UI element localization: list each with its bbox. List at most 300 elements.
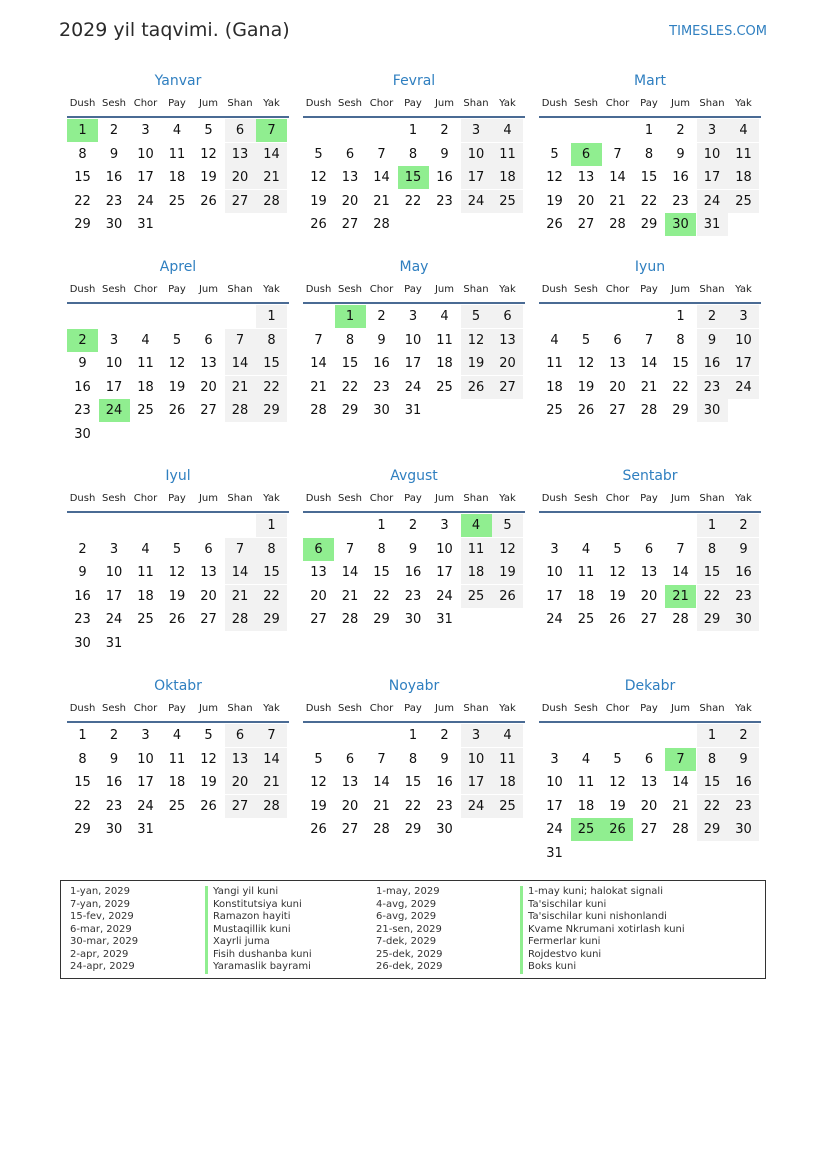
day-cell[interactable]: 3 [461,119,492,142]
day-cell[interactable]: 13 [640,775,658,791]
day-cell[interactable]: 11 [168,146,186,162]
day-cell[interactable]: 16 [728,561,759,584]
day-cell[interactable]: 9 [78,356,87,372]
day-cell[interactable]: 2 [78,541,87,557]
day-cell[interactable]: 1 [78,728,87,743]
day-cell[interactable]: 24 [546,822,563,838]
day-cell[interactable]: 28 [373,822,390,838]
day-cell[interactable]: 21 [373,798,390,814]
day-cell[interactable]: 21 [256,771,287,794]
day-cell[interactable]: 18 [492,166,523,189]
day-cell[interactable]: 19 [492,561,523,584]
day-cell[interactable]: 2 [697,305,728,328]
day-cell[interactable]: 18 [577,798,595,814]
day-cell[interactable]: 26 [310,217,327,233]
day-cell[interactable]: 16 [105,775,123,791]
day-cell[interactable]: 12 [461,329,492,352]
day-cell[interactable]: 15 [74,170,91,186]
day-cell[interactable]: 16 [672,170,689,186]
day-cell[interactable]: 18 [137,588,154,604]
day-cell[interactable]: 18 [728,166,759,189]
day-cell[interactable]: 25 [436,379,453,395]
day-cell[interactable]: 20 [492,352,523,375]
day-cell[interactable]: 13 [640,565,658,581]
day-cell[interactable]: 12 [168,565,186,581]
day-cell[interactable]: 6 [225,724,256,747]
day-cell[interactable]: 7 [225,329,256,352]
day-cell[interactable]: 10 [137,146,154,162]
day-cell[interactable]: 29 [697,608,728,631]
day-cell[interactable]: 30 [697,399,728,422]
day-cell[interactable]: 30 [665,213,696,236]
day-cell[interactable]: 2 [377,309,386,324]
day-cell[interactable]: 27 [577,217,595,233]
day-cell[interactable]: 31 [105,636,123,651]
day-cell[interactable]: 9 [377,332,386,348]
day-cell[interactable]: 2 [109,123,119,138]
day-cell[interactable]: 9 [78,565,87,581]
day-cell[interactable]: 14 [373,775,390,791]
day-cell[interactable]: 10 [436,541,453,557]
day-cell[interactable]: 17 [697,166,728,189]
day-cell[interactable]: 30 [105,217,123,233]
day-cell[interactable]: 7 [644,332,654,348]
day-cell[interactable]: 27 [640,612,658,628]
day-cell[interactable]: 5 [204,728,213,743]
day-cell[interactable]: 27 [225,795,256,818]
day-cell[interactable]: 26 [310,822,327,838]
day-cell[interactable]: 19 [609,798,626,814]
day-cell[interactable]: 8 [78,751,87,767]
day-cell[interactable]: 12 [546,170,563,186]
day-cell[interactable]: 8 [256,538,287,561]
day-cell[interactable]: 1 [335,305,366,328]
day-cell[interactable]: 6 [345,751,355,767]
day-cell[interactable]: 15 [404,775,422,791]
day-cell[interactable]: 7 [256,119,287,142]
day-cell[interactable]: 8 [408,146,418,162]
day-cell[interactable]: 14 [256,143,287,166]
day-cell[interactable]: 24 [137,193,154,209]
day-cell[interactable]: 24 [99,399,130,422]
day-cell[interactable]: 25 [577,612,595,628]
day-cell[interactable]: 20 [640,588,658,604]
day-cell[interactable]: 15 [697,771,728,794]
day-cell[interactable]: 16 [728,771,759,794]
day-cell[interactable]: 4 [141,541,150,557]
day-cell[interactable]: 11 [492,143,523,166]
day-cell[interactable]: 28 [373,217,390,233]
day-cell[interactable]: 26 [168,612,186,628]
day-cell[interactable]: 1 [408,123,418,138]
day-cell[interactable]: 29 [256,608,287,631]
day-cell[interactable]: 28 [256,795,287,818]
day-cell[interactable]: 2 [676,123,685,138]
day-cell[interactable]: 26 [602,818,633,841]
day-cell[interactable]: 21 [640,379,658,395]
day-cell[interactable]: 16 [74,379,91,395]
day-cell[interactable]: 23 [728,795,759,818]
day-cell[interactable]: 29 [341,403,359,419]
day-cell[interactable]: 22 [74,798,91,814]
day-cell[interactable]: 27 [640,822,658,838]
day-cell[interactable]: 13 [609,356,626,372]
day-cell[interactable]: 2 [440,728,449,743]
day-cell[interactable]: 26 [168,403,186,419]
day-cell[interactable]: 8 [644,146,654,162]
day-cell[interactable]: 21 [672,798,689,814]
day-cell[interactable]: 2 [728,724,759,747]
day-cell[interactable]: 1 [408,728,418,743]
day-cell[interactable]: 7 [256,724,287,747]
day-cell[interactable]: 30 [74,427,91,442]
day-cell[interactable]: 11 [436,332,453,348]
day-cell[interactable]: 12 [310,775,327,791]
day-cell[interactable]: 3 [141,728,150,743]
day-cell[interactable]: 23 [74,612,91,628]
day-cell[interactable]: 6 [345,146,355,162]
day-cell[interactable]: 29 [404,822,422,838]
day-cell[interactable]: 21 [256,166,287,189]
day-cell[interactable]: 25 [546,403,563,419]
day-cell[interactable]: 23 [436,798,453,814]
day-cell[interactable]: 29 [74,822,91,838]
day-cell[interactable]: 10 [546,775,563,791]
day-cell[interactable]: 25 [492,795,523,818]
day-cell[interactable]: 1 [377,518,386,533]
day-cell[interactable]: 8 [377,541,386,557]
day-cell[interactable]: 30 [728,818,759,841]
day-cell[interactable]: 19 [168,379,186,395]
day-cell[interactable]: 9 [728,748,759,771]
day-cell[interactable]: 3 [697,119,728,142]
day-cell[interactable]: 7 [676,541,685,557]
day-cell[interactable]: 23 [728,585,759,608]
day-cell[interactable]: 7 [665,748,696,771]
day-cell[interactable]: 14 [609,170,626,186]
day-cell[interactable]: 28 [609,217,626,233]
day-cell[interactable]: 27 [492,376,523,399]
day-cell[interactable]: 29 [373,612,390,628]
day-cell[interactable]: 10 [461,748,492,771]
day-cell[interactable]: 25 [137,612,154,628]
day-cell[interactable]: 6 [492,305,523,328]
day-cell[interactable]: 23 [105,193,123,209]
day-cell[interactable]: 9 [697,329,728,352]
day-cell[interactable]: 15 [341,356,359,372]
day-cell[interactable]: 31 [404,403,422,419]
day-cell[interactable]: 22 [404,193,422,209]
day-cell[interactable]: 21 [310,379,327,395]
day-cell[interactable]: 22 [341,379,359,395]
day-cell[interactable]: 19 [310,798,327,814]
day-cell[interactable]: 20 [577,193,595,209]
day-cell[interactable]: 7 [377,146,386,162]
day-cell[interactable]: 7 [314,332,323,348]
day-cell[interactable]: 24 [697,190,728,213]
day-cell[interactable]: 10 [461,143,492,166]
day-cell[interactable]: 3 [550,751,559,767]
day-cell[interactable]: 22 [373,588,390,604]
day-cell[interactable]: 18 [168,170,186,186]
day-cell[interactable]: 12 [609,775,626,791]
day-cell[interactable]: 28 [225,399,256,422]
day-cell[interactable]: 23 [373,379,390,395]
day-cell[interactable]: 6 [571,143,602,166]
day-cell[interactable]: 15 [640,170,658,186]
day-cell[interactable]: 29 [74,217,91,233]
day-cell[interactable]: 11 [546,356,563,372]
day-cell[interactable]: 15 [373,565,390,581]
day-cell[interactable]: 19 [546,193,563,209]
day-cell[interactable]: 17 [461,166,492,189]
day-cell[interactable]: 17 [436,565,453,581]
day-cell[interactable]: 25 [571,818,602,841]
day-cell[interactable]: 4 [461,514,492,537]
day-cell[interactable]: 15 [74,775,91,791]
day-cell[interactable]: 13 [225,143,256,166]
day-cell[interactable]: 8 [676,332,685,348]
day-cell[interactable]: 19 [310,193,327,209]
day-cell[interactable]: 26 [461,376,492,399]
day-cell[interactable]: 15 [697,561,728,584]
day-cell[interactable]: 27 [200,403,217,419]
day-cell[interactable]: 20 [225,166,256,189]
day-cell[interactable]: 2 [408,518,418,533]
day-cell[interactable]: 3 [550,541,559,557]
day-cell[interactable]: 19 [577,379,595,395]
day-cell[interactable]: 19 [168,588,186,604]
day-cell[interactable]: 3 [728,305,759,328]
day-cell[interactable]: 3 [109,541,119,557]
day-cell[interactable]: 25 [168,193,186,209]
day-cell[interactable]: 5 [492,514,523,537]
day-cell[interactable]: 24 [728,376,759,399]
day-cell[interactable]: 9 [408,541,418,557]
day-cell[interactable]: 26 [546,217,563,233]
day-cell[interactable]: 10 [137,751,154,767]
day-cell[interactable]: 12 [577,356,595,372]
day-cell[interactable]: 13 [225,748,256,771]
day-cell[interactable]: 1 [697,724,728,747]
day-cell[interactable]: 14 [373,170,390,186]
day-cell[interactable]: 27 [200,612,217,628]
day-cell[interactable]: 3 [408,309,418,324]
day-cell[interactable]: 5 [613,751,622,767]
day-cell[interactable]: 4 [581,751,591,767]
day-cell[interactable]: 25 [168,798,186,814]
day-cell[interactable]: 4 [172,728,182,743]
site-link[interactable]: TIMESLES.COM [669,24,767,39]
day-cell[interactable]: 1 [697,514,728,537]
day-cell[interactable]: 28 [310,403,327,419]
day-cell[interactable]: 23 [672,193,689,209]
day-cell[interactable]: 24 [461,795,492,818]
day-cell[interactable]: 18 [436,356,453,372]
day-cell[interactable]: 19 [200,775,217,791]
day-cell[interactable]: 23 [404,588,422,604]
day-cell[interactable]: 18 [577,588,595,604]
day-cell[interactable]: 20 [200,379,217,395]
day-cell[interactable]: 16 [404,565,422,581]
day-cell[interactable]: 27 [341,822,359,838]
day-cell[interactable]: 14 [640,356,658,372]
day-cell[interactable]: 21 [341,588,359,604]
day-cell[interactable]: 13 [200,565,217,581]
day-cell[interactable]: 22 [256,585,287,608]
day-cell[interactable]: 5 [461,305,492,328]
day-cell[interactable]: 7 [613,146,622,162]
day-cell[interactable]: 15 [398,166,429,189]
day-cell[interactable]: 4 [728,119,759,142]
day-cell[interactable]: 29 [256,399,287,422]
day-cell[interactable]: 6 [225,119,256,142]
day-cell[interactable]: 17 [546,588,563,604]
day-cell[interactable]: 13 [341,775,359,791]
day-cell[interactable]: 8 [408,751,418,767]
day-cell[interactable]: 18 [461,561,492,584]
day-cell[interactable]: 11 [168,751,186,767]
day-cell[interactable]: 9 [440,751,449,767]
day-cell[interactable]: 1 [67,119,98,142]
day-cell[interactable]: 16 [436,775,453,791]
day-cell[interactable]: 11 [577,775,595,791]
day-cell[interactable]: 8 [345,332,355,348]
day-cell[interactable]: 23 [74,403,91,419]
day-cell[interactable]: 7 [225,538,256,561]
day-cell[interactable]: 26 [200,193,217,209]
day-cell[interactable]: 28 [672,822,689,838]
day-cell[interactable]: 24 [404,379,422,395]
day-cell[interactable]: 4 [141,332,150,348]
day-cell[interactable]: 22 [640,193,658,209]
day-cell[interactable]: 2 [109,728,119,743]
day-cell[interactable]: 1 [644,123,654,138]
day-cell[interactable]: 7 [345,541,355,557]
day-cell[interactable]: 20 [341,193,359,209]
day-cell[interactable]: 11 [137,356,154,372]
day-cell[interactable]: 17 [137,170,154,186]
day-cell[interactable]: 13 [492,329,523,352]
day-cell[interactable]: 5 [581,332,591,348]
day-cell[interactable]: 17 [404,356,422,372]
day-cell[interactable]: 5 [613,541,622,557]
day-cell[interactable]: 2 [728,514,759,537]
day-cell[interactable]: 16 [373,356,390,372]
day-cell[interactable]: 5 [314,146,323,162]
day-cell[interactable]: 14 [225,561,256,584]
day-cell[interactable]: 4 [550,332,559,348]
day-cell[interactable]: 31 [137,822,154,838]
day-cell[interactable]: 5 [314,751,323,767]
day-cell[interactable]: 21 [225,376,256,399]
day-cell[interactable]: 11 [137,565,154,581]
day-cell[interactable]: 21 [665,585,696,608]
day-cell[interactable]: 7 [377,751,386,767]
day-cell[interactable]: 29 [697,818,728,841]
day-cell[interactable]: 8 [256,329,287,352]
day-cell[interactable]: 14 [310,356,327,372]
day-cell[interactable]: 11 [461,538,492,561]
day-cell[interactable]: 16 [697,352,728,375]
day-cell[interactable]: 19 [200,170,217,186]
day-cell[interactable]: 14 [672,775,689,791]
day-cell[interactable]: 20 [341,798,359,814]
day-cell[interactable]: 22 [256,376,287,399]
day-cell[interactable]: 8 [697,538,728,561]
day-cell[interactable]: 3 [141,123,150,138]
day-cell[interactable]: 9 [109,751,119,767]
day-cell[interactable]: 30 [728,608,759,631]
day-cell[interactable]: 30 [105,822,123,838]
day-cell[interactable]: 6 [644,751,654,767]
day-cell[interactable]: 15 [256,561,287,584]
day-cell[interactable]: 22 [404,798,422,814]
day-cell[interactable]: 28 [256,190,287,213]
day-cell[interactable]: 22 [672,379,689,395]
day-cell[interactable]: 10 [105,356,123,372]
day-cell[interactable]: 18 [546,379,563,395]
day-cell[interactable]: 29 [672,403,689,419]
day-cell[interactable]: 6 [644,541,654,557]
day-cell[interactable]: 4 [440,309,449,324]
day-cell[interactable]: 20 [640,798,658,814]
day-cell[interactable]: 3 [109,332,119,348]
day-cell[interactable]: 16 [436,170,453,186]
day-cell[interactable]: 20 [310,588,327,604]
day-cell[interactable]: 17 [546,798,563,814]
day-cell[interactable]: 26 [609,612,626,628]
day-cell[interactable]: 23 [697,376,728,399]
day-cell[interactable]: 30 [373,403,390,419]
day-cell[interactable]: 11 [728,143,759,166]
day-cell[interactable]: 10 [697,143,728,166]
day-cell[interactable]: 31 [546,846,563,861]
day-cell[interactable]: 13 [341,170,359,186]
day-cell[interactable]: 15 [256,352,287,375]
day-cell[interactable]: 13 [577,170,595,186]
day-cell[interactable]: 16 [74,588,91,604]
day-cell[interactable]: 12 [310,170,327,186]
day-cell[interactable]: 27 [341,217,359,233]
day-cell[interactable]: 9 [109,146,119,162]
day-cell[interactable]: 26 [200,798,217,814]
day-cell[interactable]: 18 [168,775,186,791]
day-cell[interactable]: 12 [492,538,523,561]
day-cell[interactable]: 12 [200,146,217,162]
day-cell[interactable]: 31 [137,217,154,233]
day-cell[interactable]: 11 [577,565,595,581]
day-cell[interactable]: 18 [492,771,523,794]
day-cell[interactable]: 28 [672,612,689,628]
day-cell[interactable]: 4 [581,541,591,557]
day-cell[interactable]: 5 [172,541,182,557]
day-cell[interactable]: 30 [74,636,91,651]
day-cell[interactable]: 10 [546,565,563,581]
day-cell[interactable]: 27 [310,612,327,628]
day-cell[interactable]: 17 [137,775,154,791]
day-cell[interactable]: 8 [697,748,728,771]
day-cell[interactable]: 4 [172,123,182,138]
day-cell[interactable]: 10 [404,332,422,348]
day-cell[interactable]: 9 [728,538,759,561]
day-cell[interactable]: 5 [172,332,182,348]
day-cell[interactable]: 1 [256,305,287,328]
day-cell[interactable]: 18 [137,379,154,395]
day-cell[interactable]: 24 [461,190,492,213]
day-cell[interactable]: 19 [609,588,626,604]
day-cell[interactable]: 20 [200,588,217,604]
